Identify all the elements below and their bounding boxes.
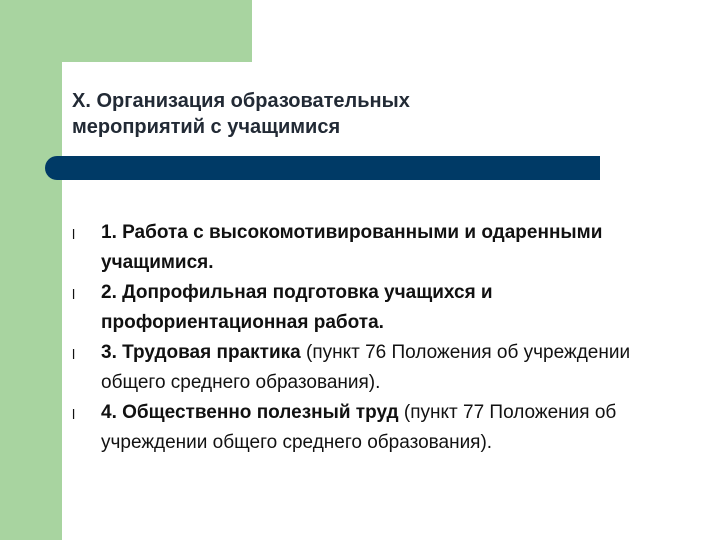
- bullet-icon: l: [72, 346, 76, 362]
- list-item-bold-text: 1. Работа с высокомотивированными и одаренными учащимися.: [101, 222, 603, 273]
- decor-green-side: [0, 0, 62, 540]
- list-item-bold-text: 3. Трудовая практика: [101, 342, 301, 363]
- title-divider-bar: [45, 156, 600, 180]
- list-item: [72, 398, 672, 458]
- list-item: [72, 218, 672, 278]
- list-item-bold-text: 4. Общественно полезный труд: [101, 402, 399, 423]
- bullet-icon: l: [72, 286, 76, 302]
- slide-title-line-1: X. Организация образовательных: [72, 90, 410, 112]
- list-item-text: (пункт 76 Положения об учреждении общего среднего образования).: [101, 342, 631, 393]
- bullet-list: [72, 218, 672, 458]
- bullet-icon: l: [72, 406, 76, 422]
- bullet-icon: l: [72, 226, 76, 242]
- slide-title-line-2: мероприятий с учащимися: [72, 116, 341, 138]
- list-item-bold-text: 2. Допрофильная подготовка учащихся и профориентационная работа.: [101, 282, 493, 333]
- list-item: [72, 338, 672, 398]
- slide-title: [72, 88, 672, 140]
- list-item: [72, 278, 672, 338]
- list-item-text: (пункт 77 Положения об учреждении общего среднего образования).: [101, 402, 617, 453]
